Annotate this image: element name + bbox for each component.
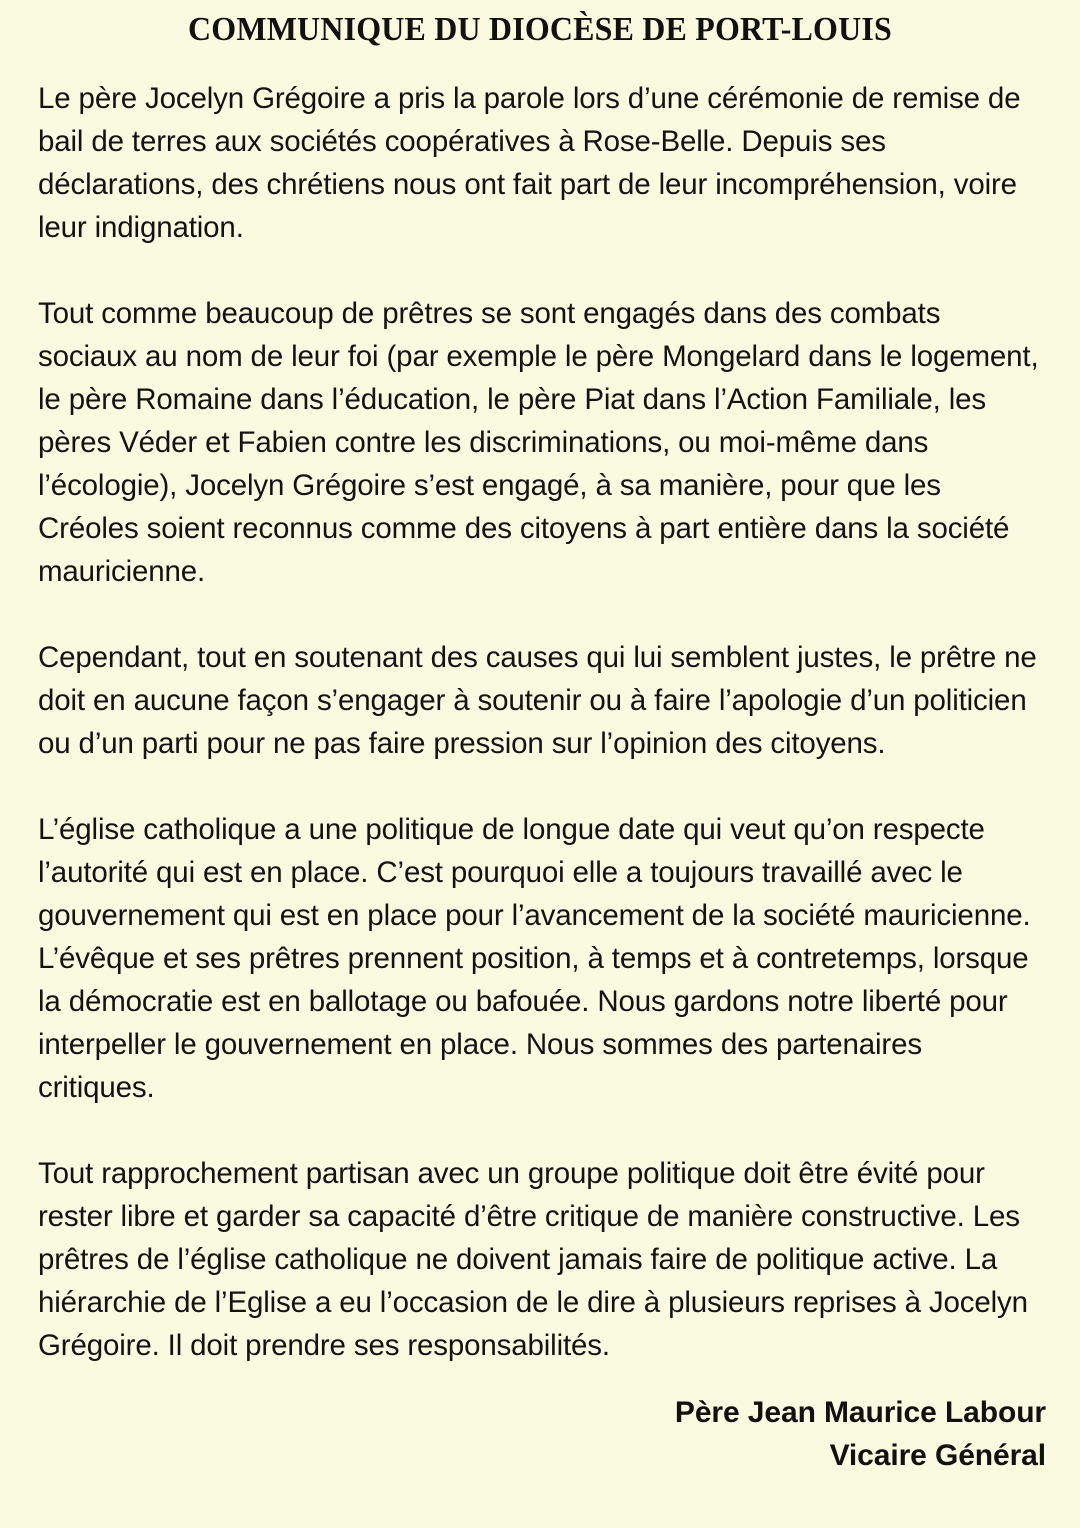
- paragraph-engagement-pretres: Tout comme beaucoup de prêtres se sont engagés dans des combats sociaux au nom de leur foi (par exemple le père Mongelard dans le logement, le père Romaine dans l’éducation, le père Piat dans l’Action Familiale, les pères Véder et Fabien contre les discriminations, ou moi-même dans l’écologie), Jocelyn Grégoire s’est engagé, à sa manière, pour que les Créoles soient reconnus comme des citoyens à part entière dans la société mauricienne.: [38, 297, 1047, 588]
- signature-role: Vicaire Général: [829, 1439, 1046, 1472]
- signature-block: [0, 1391, 1080, 1477]
- document-body: [0, 77, 1080, 1367]
- paragraph-eglise-autorite: L’église catholique a une politique de longue date qui veut qu’on respecte l’autorité qui est en place. C’est pourquoi elle a toujours travaillé avec le gouvernement qui est en place pour l’avancement de la société mauricienne. L’évêque et ses prêtres prennent position, à temps et à contretemps, lorsque la démocratie est en ballotage ou bafouée. Nous gardons notre liberté pour interpeller le gouvernement en place. Nous sommes des partenaires critiques.: [38, 813, 1039, 1104]
- paragraph-rapprochement-partisan: Tout rapprochement partisan avec un groupe politique doit être évité pour rester libre et garder sa capacité d’être critique de manière constructive. Les prêtres de l’église catholique ne doivent jamais faire de politique active. La hiérarchie de l’Eglise a eu l’occasion de le dire à plusieurs reprises à Jocelyn Grégoire. Il doit prendre ses responsabilités.: [38, 1157, 1036, 1362]
- paragraph-intro: Le père Jocelyn Grégoire a pris la parole lors d’une cérémonie de remise de bail de terres aux sociétés coopératives à Rose-Belle. Depuis ses déclarations, des chrétiens nous ont fait part de leur incompréhension, voire leur indignation.: [38, 82, 1029, 244]
- paragraph-neutralite-politique: Cependant, tout en soutenant des causes qui lui semblent justes, le prêtre ne doit en aucune façon s’engager à soutenir ou à faire l’apologie d’un politicien ou d’un parti pour ne pas faire pression sur l’opinion des citoyens.: [38, 641, 1045, 760]
- signature-name: Père Jean Maurice Labour: [674, 1396, 1046, 1429]
- page-title: COMMUNIQUE DU DIOCÈSE DE PORT-LOUIS: [188, 11, 892, 48]
